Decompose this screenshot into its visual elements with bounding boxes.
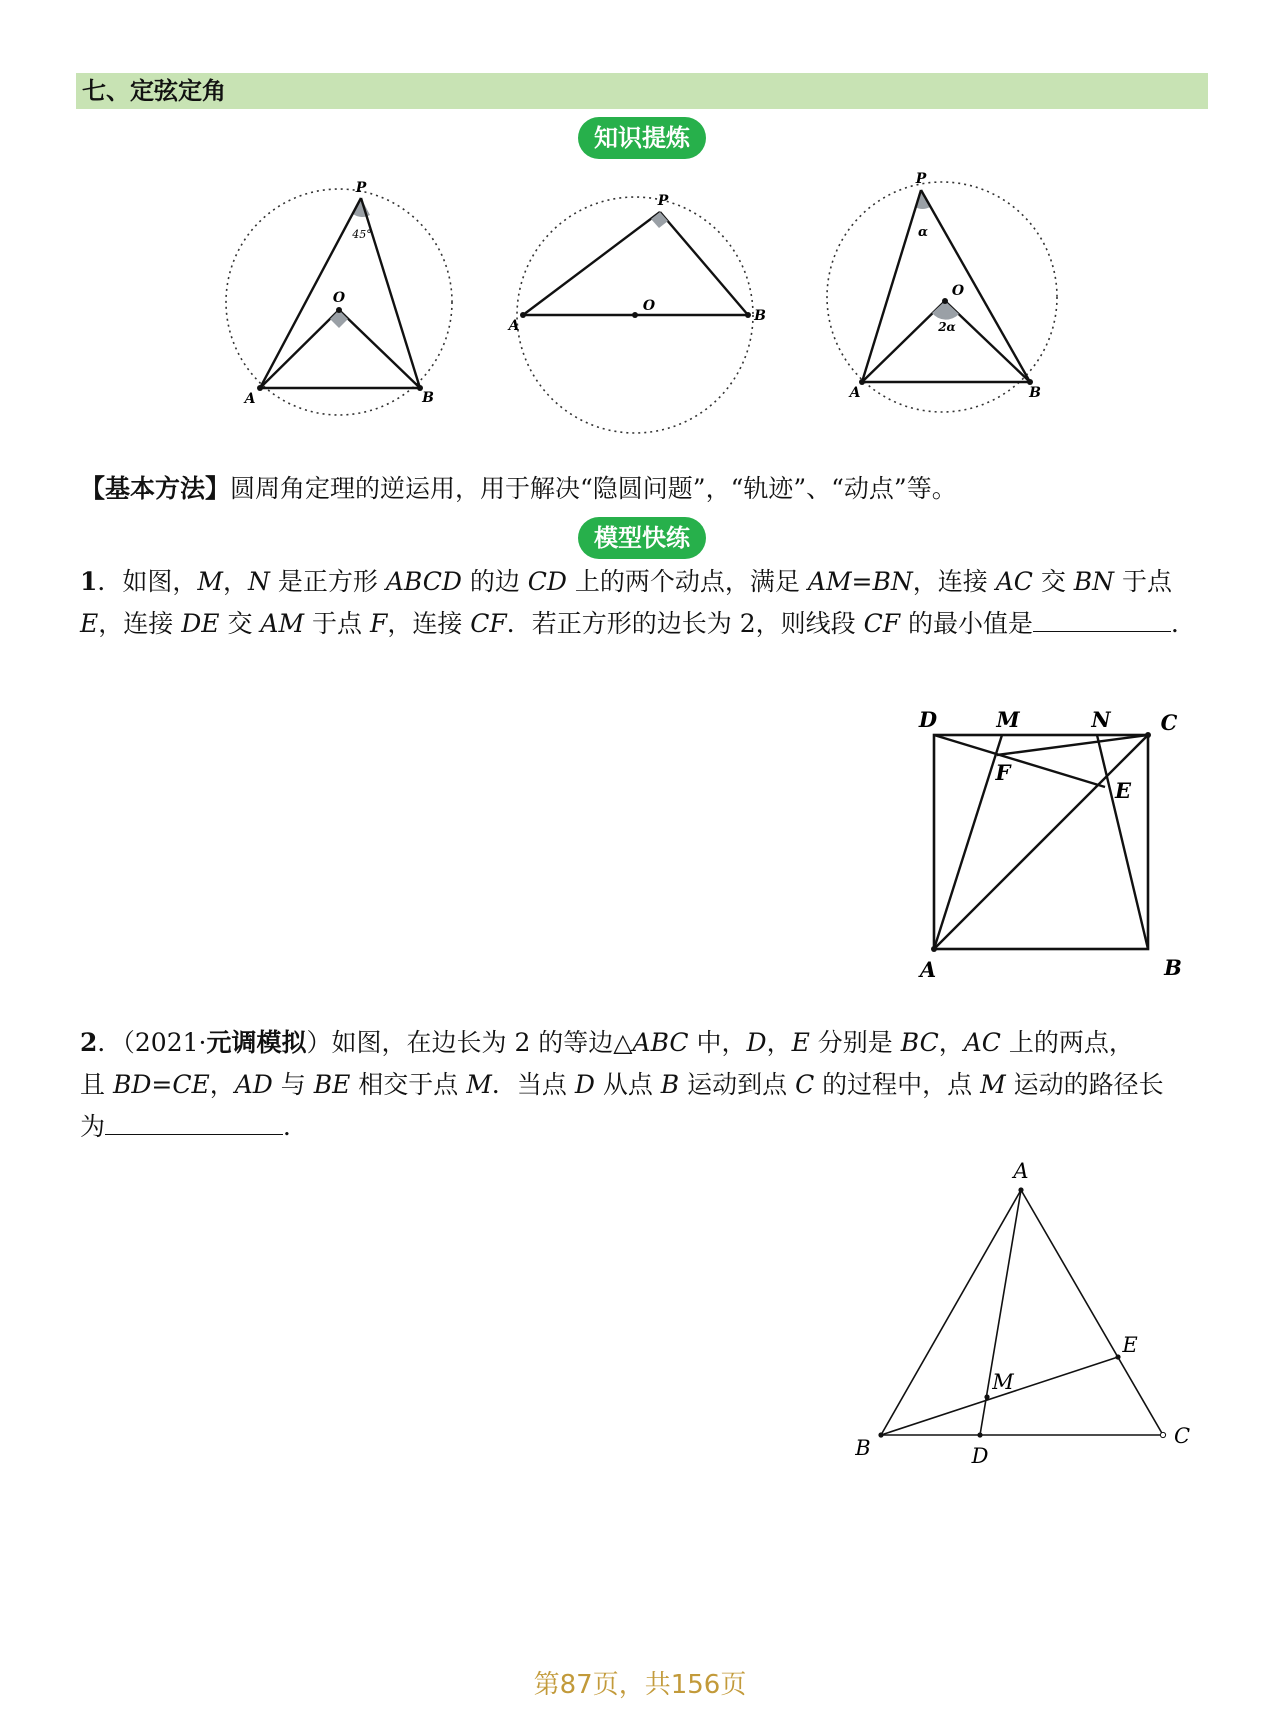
answer-blank-1[interactable] — [1033, 603, 1171, 632]
question-1: 1．如图，M，N 是正方形 ABCD 的边 CD 上的两个动点，满足 AM=BN，连接 AC 交 BN 于点 E，连接 DE 交 AM 于点 F，连接 CF．若正方形的边长为 2，则线段 CF 的最小值是 ． — [80, 567, 1197, 638]
label-b: B — [1164, 955, 1182, 980]
label-a: A — [244, 391, 256, 407]
label-c: C — [1160, 710, 1178, 735]
label-b: B — [422, 390, 434, 406]
question-2: 2．（2021·元调模拟）如图，在边长为 2 的等边△ABC 中，D，E 分别是 BC，AC 上的两点， 且 BD=CE，AD 与 BE 相交于点 M．当点 D 从点 B 运动到点 C 的过程中，点 M 运动的路径长 为 ． — [80, 1028, 1164, 1141]
label-f: F — [995, 760, 1011, 785]
page-footer: 第87页，共156页 — [533, 1670, 747, 1700]
label-e: E — [1114, 778, 1132, 803]
label-b: B — [754, 308, 766, 324]
basic-method: 【基本方法】圆周角定理的逆运用，用于解决“隐圆问题”，“轨迹”、“动点”等。 — [80, 474, 957, 503]
label-two-alpha: 2α — [938, 320, 956, 334]
label-n: N — [1091, 707, 1111, 732]
figure-triangle — [845, 1160, 1195, 1470]
label-a: A — [1013, 1159, 1029, 1183]
label-o: O — [332, 290, 346, 306]
label-m: M — [992, 1370, 1014, 1394]
figure-right-angle-diameter — [508, 170, 768, 440]
knowledge-pill: 知识提炼 — [578, 117, 706, 159]
label-o: O — [951, 283, 965, 299]
label-d: D — [971, 1444, 989, 1468]
answer-blank-2[interactable] — [105, 1106, 283, 1135]
section-title: 七、定弦定角 — [76, 73, 1208, 109]
label-b: B — [855, 1436, 871, 1460]
label-a: A — [919, 957, 937, 982]
label-p: P — [355, 180, 367, 196]
label-e: E — [1122, 1333, 1138, 1357]
label-b: B — [1029, 385, 1041, 401]
label-o: O — [642, 298, 656, 314]
label-p: P — [657, 193, 669, 209]
figure-45-degree — [220, 170, 460, 420]
label-alpha: α — [917, 225, 929, 240]
label-m: M — [996, 707, 1020, 732]
label-a: A — [849, 385, 861, 401]
practice-pill: 模型快练 — [578, 517, 706, 559]
right-angle-mark — [651, 212, 668, 228]
label-a: A — [508, 318, 520, 334]
label-d: D — [918, 707, 938, 732]
label-p: P — [915, 171, 927, 187]
circle-outline — [827, 182, 1057, 412]
label-45: 45° — [352, 228, 372, 241]
figure-square — [915, 705, 1180, 995]
figure-alpha — [820, 165, 1070, 415]
label-c: C — [1173, 1424, 1191, 1448]
